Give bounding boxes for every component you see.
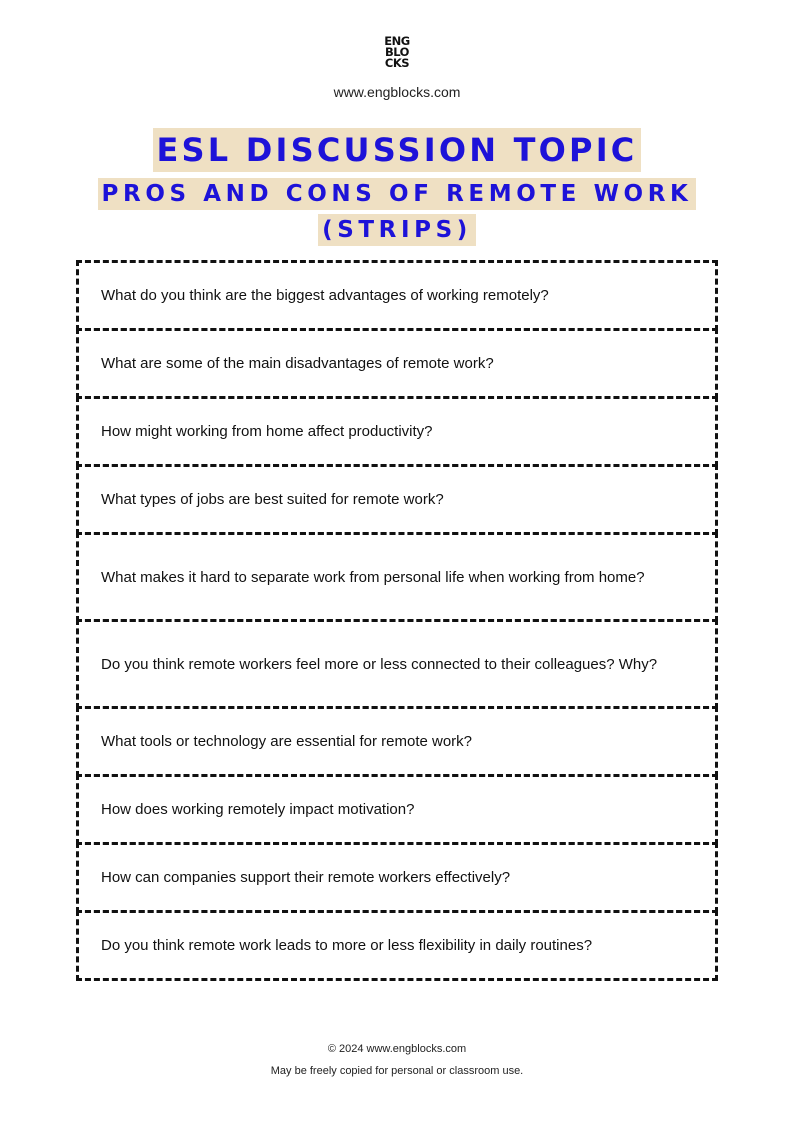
footer-license: May be freely copied for personal or classroom use. xyxy=(270,1065,524,1077)
question-strip: What do you think are the biggest advantages of working remotely? xyxy=(76,260,718,331)
question-strip: What makes it hard to separate work from personal life when working from home? xyxy=(76,532,718,622)
question-strip: How can companies support their remote workers effectively? xyxy=(76,842,718,913)
question-strip: How does working remotely impact motivation? xyxy=(76,774,718,845)
logo-line-3: CKS xyxy=(384,56,410,70)
title-main: ESL DISCUSSION TOPIC xyxy=(153,128,642,172)
subtitle-line-1-wrap xyxy=(0,178,794,210)
question-strip: Do you think remote workers feel more or less connected to their colleagues? Why? xyxy=(76,619,718,709)
question-strip: How might working from home affect productivity? xyxy=(76,396,718,467)
logo-line-1: ENG xyxy=(384,34,410,48)
subtitle-line-2: (STRIPS) xyxy=(318,214,476,246)
page-title xyxy=(0,128,794,172)
question-strip: What types of jobs are best suited for remote work? xyxy=(76,464,718,535)
footer-copyright: © 2024 www.engblocks.com xyxy=(327,1043,467,1055)
subtitle-line-1: PROS AND CONS OF REMOTE WORK xyxy=(98,178,697,210)
engblocks-logo xyxy=(384,36,409,69)
site-url: www.engblocks.com xyxy=(333,84,461,100)
question-strip: What are some of the main disadvantages of remote work? xyxy=(76,328,718,399)
logo xyxy=(0,36,794,72)
question-strip: What tools or technology are essential for remote work? xyxy=(76,706,718,777)
question-strips xyxy=(76,260,718,981)
logo-line-2: BLO xyxy=(385,45,409,59)
subtitle-line-2-wrap xyxy=(0,214,794,246)
question-strip: Do you think remote work leads to more or less flexibility in daily routines? xyxy=(76,910,718,981)
